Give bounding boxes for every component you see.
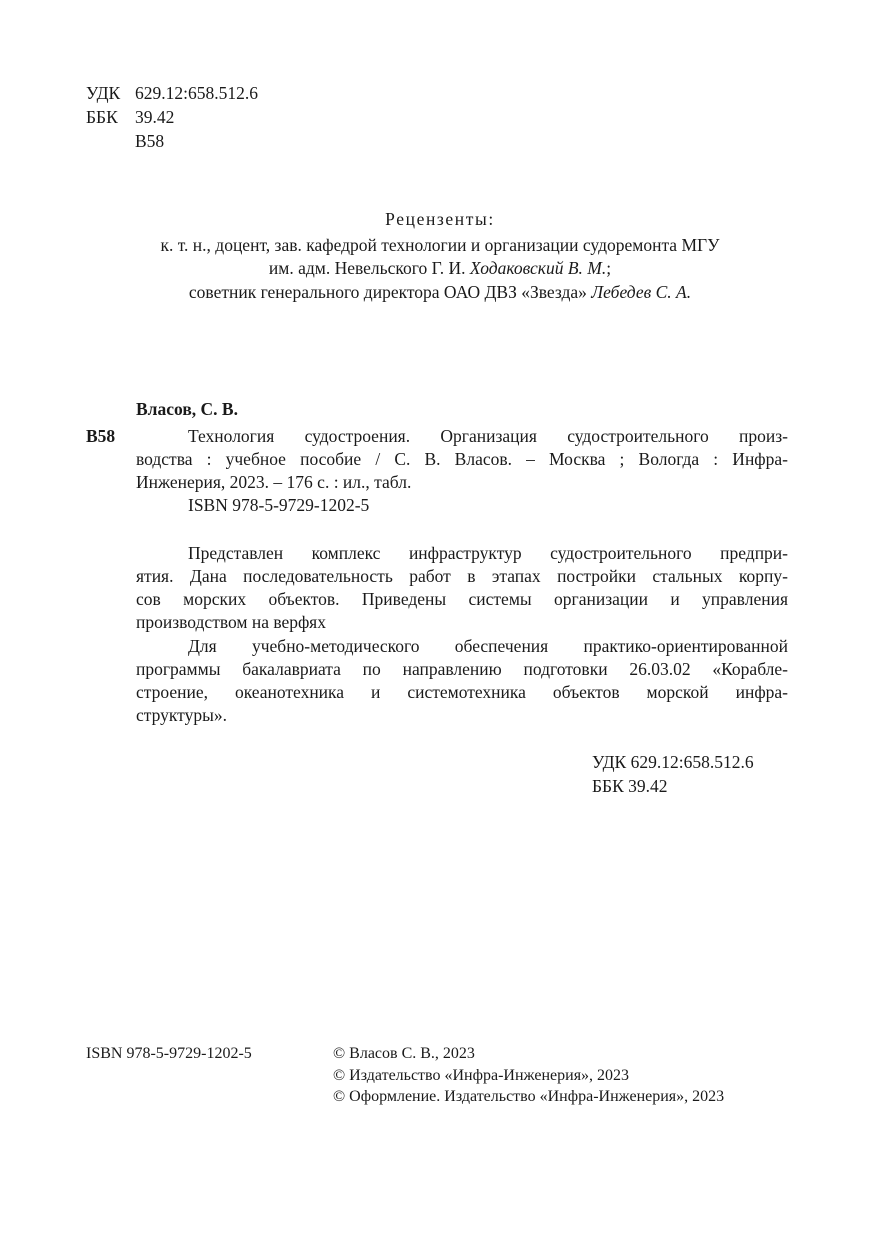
right-classification-codes	[592, 751, 754, 799]
author-mark-row	[86, 130, 258, 154]
footer-isbn: ISBN 978-5-9729-1202-5	[86, 1045, 252, 1062]
annotation-paragraph-2	[136, 635, 788, 727]
udk-label: УДК	[86, 83, 121, 103]
annotation-line: производством на верфях	[136, 612, 326, 632]
reviewer-line-2: им. адм. Невельского Г. И. Ходаковский В. М.;	[268, 258, 612, 278]
right-udk: УДК 629.12:658.512.6	[592, 752, 754, 772]
annotation-line: сов морских объектов. Приведены системы организации и управления	[136, 589, 788, 609]
copyright-line: © Оформление. Издательство «Инфра-Инженерия», 2023	[333, 1088, 725, 1105]
annotation-line: Для учебно-методического обеспечения практико-ориентированной	[188, 636, 788, 656]
annotation-line: ятия. Дана последовательность работ в этапах постройки стальных корпу-	[136, 566, 788, 586]
annotation-line: строение, океанотехника и системотехника объектов морской инфра-	[136, 682, 788, 702]
book-author: Власов, С. В.	[136, 399, 238, 419]
author-mark: В58	[135, 131, 165, 151]
reviewers-title: Рецензенты:	[385, 209, 495, 229]
copyright-block	[333, 1042, 724, 1107]
reviewer-affiliation: им. адм. Невельского Г. И.	[268, 258, 470, 278]
bbk-label: ББК	[86, 107, 118, 127]
reviewer-name-2: Лебедев С. А.	[591, 281, 692, 302]
annotation-line: структуры».	[136, 705, 227, 725]
reviewer-line-3	[60, 281, 820, 305]
author-mark-bold: В58	[86, 426, 116, 446]
reviewer-line-1: к. т. н., доцент, зав. кафедрой технологии и организации судоремонта МГУ	[160, 234, 720, 255]
biblio-line: Инженерия, 2023. – 176 с. : ил., табл.	[136, 472, 412, 492]
biblio-line: водства : учебное пособие / С. В. Власов. – Москва ; Вологда : Инфра-	[136, 449, 788, 469]
annotation	[136, 542, 788, 727]
bbk-row	[86, 106, 258, 130]
reviewer-name-1: Ходаковский В. М.	[469, 258, 607, 278]
copyright-line: © Власов С. В., 2023	[333, 1045, 475, 1062]
right-bbk: ББК 39.42	[592, 776, 668, 796]
reviewer-position: советник генерального директора ОАО ДВЗ «Звезда»	[188, 281, 592, 302]
reviewers-block	[60, 208, 820, 304]
biblio-line: Технология судостроения. Организация судостроительного произ-	[188, 426, 788, 446]
bbk-value: 39.42	[135, 107, 175, 127]
classification-codes	[86, 82, 258, 154]
biblio-isbn: ISBN 978-5-9729-1202-5	[188, 495, 370, 515]
udk-row	[86, 82, 258, 106]
udk-value: 629.12:658.512.6	[135, 83, 258, 103]
annotation-paragraph-1	[136, 542, 788, 634]
bibliographic-description	[136, 425, 788, 517]
annotation-line: программы бакалавриата по направлению подготовки 26.03.02 «Корабле-	[136, 659, 788, 679]
copyright-line: © Издательство «Инфра-Инженерия», 2023	[333, 1066, 630, 1084]
annotation-line: Представлен комплекс инфраструктур судостроительного предпри-	[188, 543, 788, 563]
